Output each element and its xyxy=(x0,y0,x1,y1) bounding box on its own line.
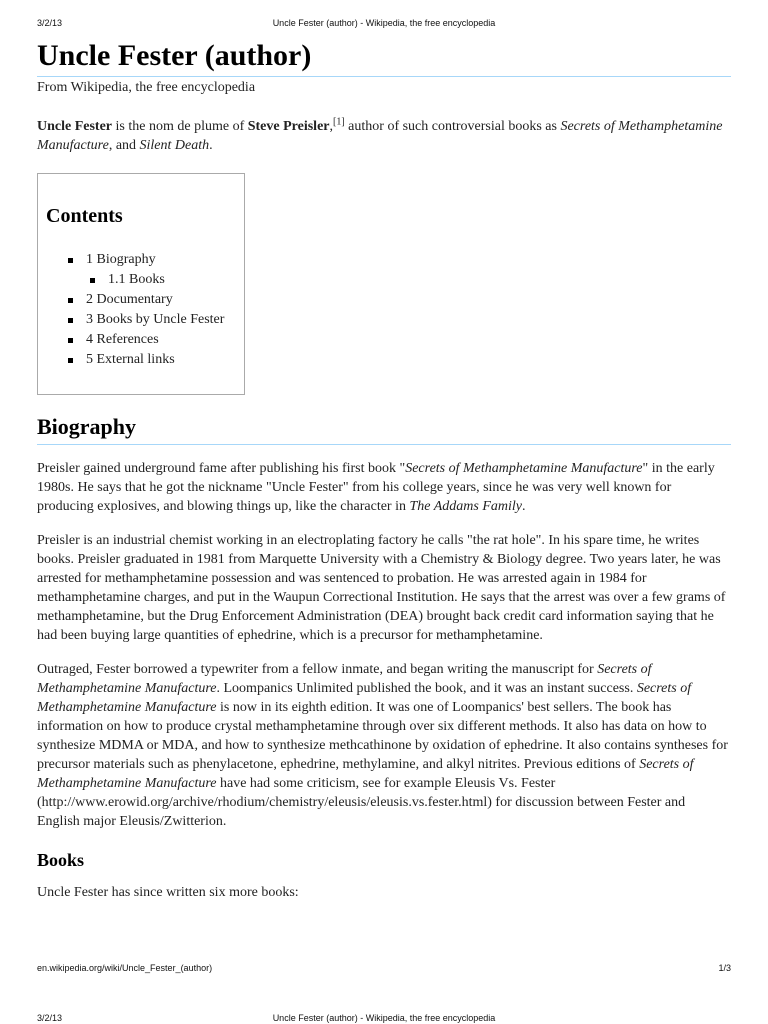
book-title-link[interactable]: Secrets of Methamphetamine Manufacture xyxy=(37,757,694,791)
addams-family-link[interactable]: The Addams Family xyxy=(409,499,522,514)
lead-paragraph: Uncle Fester is the nom de plume of Steve Preisler,[1] author of such controversial books as Secrets of Methamphetamine Manufacture, and Silent Death. xyxy=(37,116,723,153)
books-section xyxy=(37,849,731,902)
book-title-link[interactable]: Secrets of Methamphetamine Manufacture xyxy=(37,681,692,715)
toc-item-books-by-uncle-fester[interactable]: 3 Books by Uncle Fester xyxy=(68,310,224,330)
book-title-link[interactable]: Secrets of Methamphetamine Manufacture xyxy=(37,119,723,153)
book-title-link[interactable]: Silent Death xyxy=(139,138,210,153)
toc-title: Contents xyxy=(46,205,123,227)
books-paragraph-1: Uncle Fester has since written six more books: xyxy=(37,885,299,900)
section-divider xyxy=(37,444,731,445)
toc-item-books[interactable]: 1.1 Books xyxy=(68,270,224,290)
print-header-date: 3/2/13 xyxy=(37,18,63,28)
biography-paragraph-2: Preisler is an industrial chemist working in an electroplating factory he calls "the rat hole". In his spare time, he writes books. Preisler graduated in 1981 from Marquette University with a Chemistry & Biology degree. Two years later, he was arrested for methamphetamine possession and was sentenced to probation. He was arrested again in 1984 for methamphetamine charges, and put in the Waupun Correctional Institution. He says that the arrest was over a few grams of methamphetamine, but the Drug Enforcement Administration (DEA) brought back credit card information saying that he had been buying large quantities of ephedrine, which is a precursor for methamphetamine. xyxy=(37,533,726,643)
reference-link[interactable]: [1] xyxy=(333,116,345,128)
title-divider xyxy=(37,76,731,77)
toc-item-external-links[interactable]: 5 External links xyxy=(68,350,224,370)
lead-subject: Uncle Fester xyxy=(37,119,113,134)
toc-item-biography[interactable]: 1 Biography xyxy=(68,250,224,270)
toc-item-references[interactable]: 4 References xyxy=(68,330,224,350)
lead-real-name: Steve Preisler xyxy=(247,119,330,134)
toc-list xyxy=(68,250,224,370)
next-page-header xyxy=(0,1013,768,1024)
section-heading-books: Books xyxy=(37,850,85,870)
print-footer xyxy=(0,963,768,977)
next-page-header-title: Uncle Fester (author) - Wikipedia, the free encyclopedia xyxy=(272,1013,496,1023)
page-title: Uncle Fester (author) xyxy=(37,39,312,72)
next-page-header-date: 3/2/13 xyxy=(37,1013,63,1023)
print-header xyxy=(0,18,768,32)
book-title-link[interactable]: Secrets of Methamphetamine Manufacture xyxy=(37,662,652,696)
print-footer-page: 1/3 xyxy=(718,963,731,973)
biography-section xyxy=(37,413,731,831)
table-of-contents xyxy=(37,173,245,395)
site-tagline: From Wikipedia, the free encyclopedia xyxy=(37,80,256,95)
section-heading-biography: Biography xyxy=(37,414,137,439)
biography-paragraph-3: Outraged, Fester borrowed a typewriter from a fellow inmate, and began writing the manuscript for Secrets of Methamphetamine Manufacture. Loompanics Unlimited published the book, and it was an instant success. Secrets of Methamphetamine Manufacture is now in its eighth edition. It was one of Loompanics' best sellers. The book has information on how to produce crystal methamphetamine through over six different methods. It also has data on how to synthesize MDMA or MDA, and how to synthesize methcathinone by oxidation of ephedrine. It also contains syntheses for precursor materials such as phenylacetone, ephedrine, methylamine, and alkyl nitrites. Previous editions of Secrets of Methamphetamine Manufacture have had some criticism, see for example Eleusis Vs. Fester (http://www.erowid.org/archive/rhodium/chemistry/eleusis/eleusis.vs.fester.html) for discussion between Fester and English major Eleusis/Zwitterion. xyxy=(37,662,728,829)
print-header-title: Uncle Fester (author) - Wikipedia, the free encyclopedia xyxy=(272,18,496,28)
biography-paragraph-1: Preisler gained underground fame after publishing his first book "Secrets of Methamphetamine Manufacture" in the early 1980s. He says that he got the nickname "Uncle Fester" from his college years, since he was very well known for producing explosives, and blowing things up, like the character in The Addams Family. xyxy=(37,461,715,514)
article xyxy=(37,36,731,902)
toc-item-documentary[interactable]: 2 Documentary xyxy=(68,290,224,310)
print-footer-url: en.wikipedia.org/wiki/Uncle_Fester_(author) xyxy=(37,963,213,973)
book-title-link[interactable]: Secrets of Methamphetamine Manufacture xyxy=(405,461,643,476)
